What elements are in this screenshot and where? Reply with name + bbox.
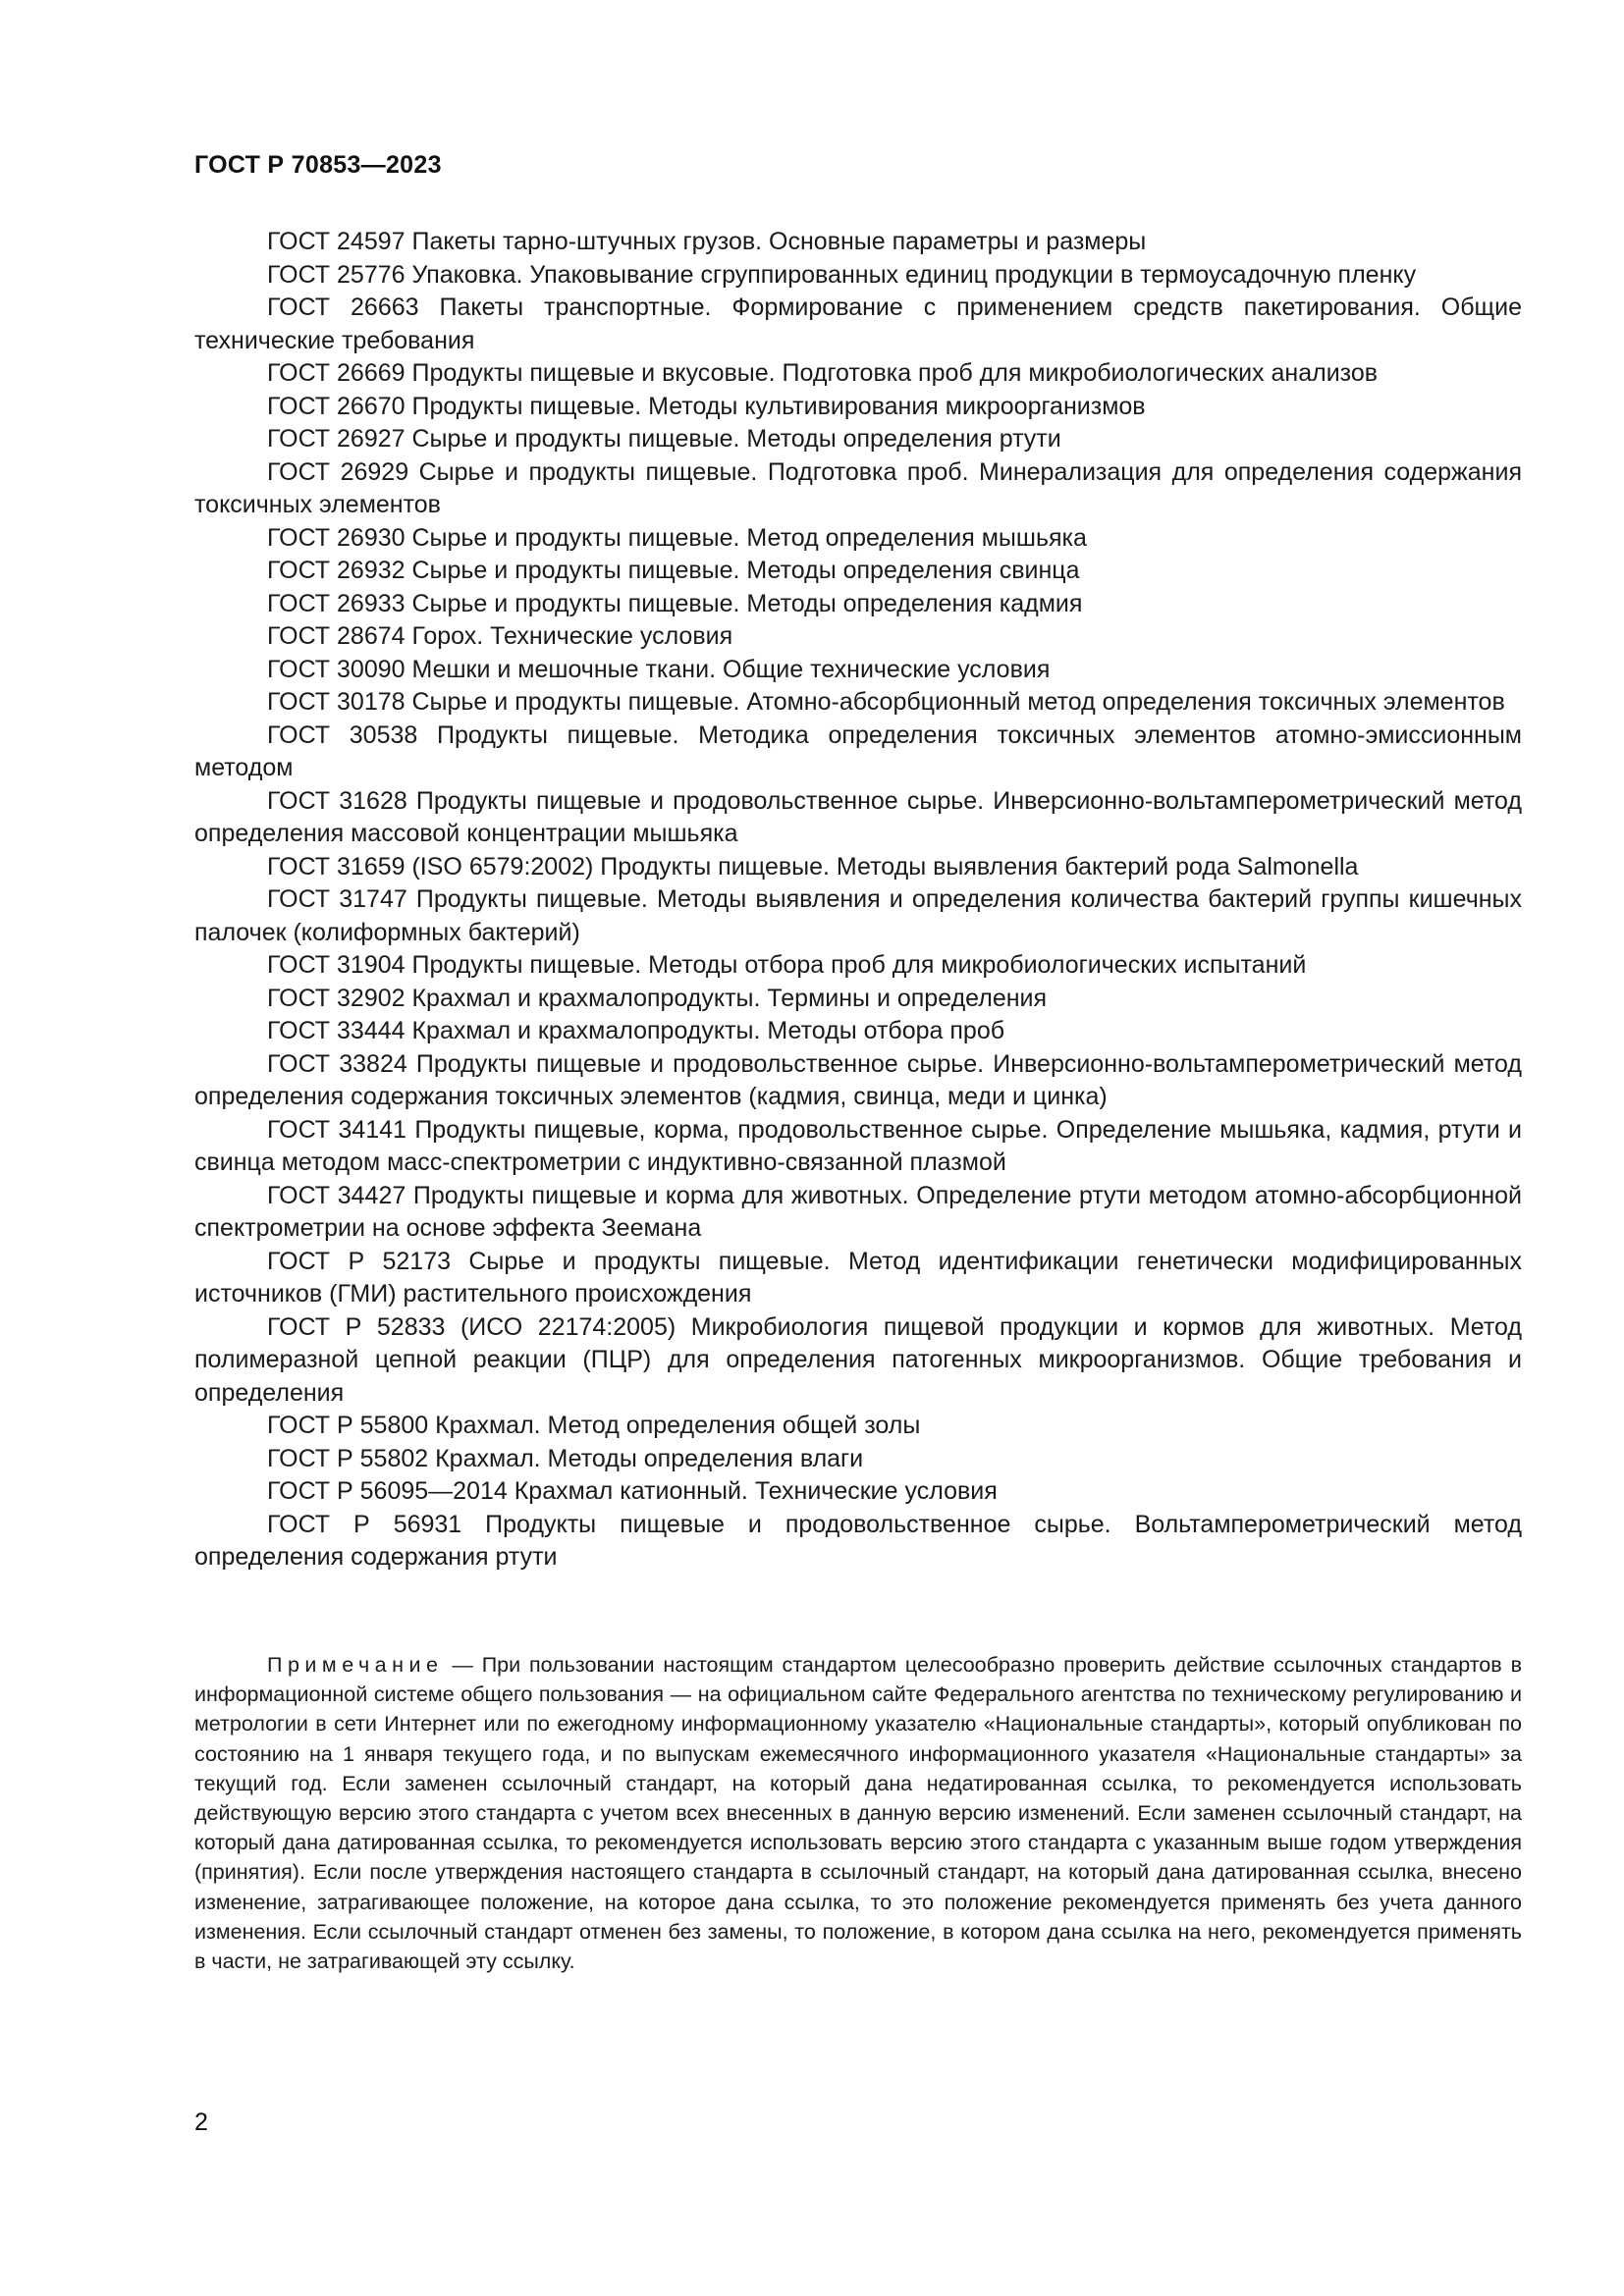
page-number: 2 [194,2109,208,2136]
reference-item: ГОСТ 26670 Продукты пищевые. Методы культивирования микроорганизмов [267,392,1146,420]
reference-item: ГОСТ 30538 Продукты пищевые. Методика определения токсичных элементов атомно-эмиссионным методом [194,721,1522,781]
reference-item: ГОСТ 31747 Продукты пищевые. Методы выявления и определения количества бактерий группы кишечных палочек (колиформных бактерий) [194,885,1522,946]
document-header: ГОСТ Р 70853—2023 [194,151,442,179]
reference-item: ГОСТ 26930 Сырье и продукты пищевые. Метод определения мышьяка [267,523,1087,552]
reference-item: ГОСТ Р 52833 (ИСО 22174:2005) Микробиология пищевой продукции и кормов для животных. Метод полимеразной цепной реакции (ПЦР) для определения патогенных микроорганизмов. Общие требования и определения [194,1312,1522,1407]
note-text: — При пользовании настоящим стандартом целесообразно проверить действие ссылочных стандартов в информационной системе общего пользования — на официальном сайте Федерального агентства по техническому регулированию и метрологии в сети Интернет или по ежегодному информационному указателю «Национальные стандарты», который опубликован по состоянию на 1 января текущего года, и по выпускам ежемесячного информационного указателя «Национальные стандарты» за текущий год. Если заменен ссылочный стандарт, на который дана недатированная ссылка, то рекомендуется использовать действующую версию этого стандарта с учетом всех внесенных в данную версию изменений. Если заменен ссылочный стандарт, на который дана датированная ссылка, то рекомендуется использовать версию этого стандарта с указанным выше годом утверждения (принятия). Если после утверждения настоящего стандарта в ссылочный стандарт, на который дана датированная ссылка, внесено изменение, затрагивающее положение, на которое дана ссылка, то это положение рекомендуется применять без учета данного изменения. Если ссылочный стандарт отменен без замены, то положение, в котором дана ссылка на него, рекомендуется применять в части, не затрагивающей эту ссылку. [194,1653,1522,1974]
reference-item: ГОСТ 26933 Сырье и продукты пищевые. Методы определения кадмия [267,589,1083,617]
reference-item: ГОСТ 34427 Продукты пищевые и корма для животных. Определение ртути методом атомно-абсорбционной спектрометрии на основе эффекта Зеемана [194,1181,1522,1242]
reference-item: ГОСТ 24597 Пакеты тарно-штучных грузов. Основные параметры и размеры [267,228,1147,255]
reference-item: ГОСТ 34141 Продукты пищевые, корма, продовольственное сырье. Определение мышьяка, кадмия, ртути и свинца методом масс-спектрометрии с индуктивно-связанной плазмой [194,1115,1522,1176]
reference-item: ГОСТ Р 55802 Крахмал. Методы определения влаги [267,1444,864,1472]
note-label: Примечание [267,1653,444,1677]
reference-item: ГОСТ Р 52173 Сырье и продукты пищевые. Метод идентификации генетически модифицированных источников (ГМИ) растительного происхождения [194,1247,1522,1308]
reference-item: ГОСТ 26929 Сырье и продукты пищевые. Подготовка проб. Минерализация для определения содержания токсичных элементов [194,457,1522,518]
reference-item: ГОСТ 26669 Продукты пищевые и вкусовые. Подготовка проб для микробиологических анализов [267,359,1379,387]
reference-item: ГОСТ 25776 Упаковка. Упаковывание сгруппированных единиц продукции в термоусадочную пленку [267,260,1417,289]
note-paragraph [194,1650,1522,1976]
reference-item: ГОСТ Р 55800 Крахмал. Метод определения общей золы [267,1412,921,1439]
normative-references-list [194,226,1522,1575]
reference-item: ГОСТ 32902 Крахмал и крахмалопродукты. Термины и определения [267,984,1048,1012]
reference-item: ГОСТ 30090 Мешки и мешочные ткани. Общие технические условия [267,655,1051,683]
reference-item: ГОСТ 26932 Сырье и продукты пищевые. Методы определения свинца [267,557,1080,584]
reference-item: ГОСТ 26927 Сырье и продукты пищевые. Методы определения ртути [267,425,1061,453]
reference-item: ГОСТ 28674 Горох. Технические условия [267,622,733,650]
reference-item: ГОСТ 31659 (ISO 6579:2002) Продукты пищевые. Методы выявления бактерий рода Salmonella [267,852,1359,881]
reference-item: ГОСТ 31904 Продукты пищевые. Методы отбора проб для микробиологических испытаний [267,951,1307,979]
reference-item: ГОСТ 33824 Продукты пищевые и продовольственное сырье. Инверсионно-вольтамперометрический метод определения содержания токсичных элементов (кадмия, свинца, меди и цинка) [194,1049,1522,1110]
reference-item: ГОСТ 26663 Пакеты транспортные. Формирование с применением средств пакетирования. Общие технические требования [194,294,1522,354]
reference-item: ГОСТ 30178 Сырье и продукты пищевые. Атомно-абсорбционный метод определения токсичных элементов [267,688,1505,716]
reference-item: ГОСТ 31628 Продукты пищевые и продовольственное сырье. Инверсионно-вольтамперометрический метод определения массовой концентрации мышьяка [194,786,1522,847]
reference-item: ГОСТ Р 56931 Продукты пищевые и продовольственное сырье. Вольтамперометрический метод определения содержания ртути [194,1510,1522,1571]
reference-item: ГОСТ Р 56095—2014 Крахмал катионный. Технические условия [267,1477,998,1505]
reference-item: ГОСТ 33444 Крахмал и крахмалопродукты. Методы отбора проб [267,1017,1005,1044]
